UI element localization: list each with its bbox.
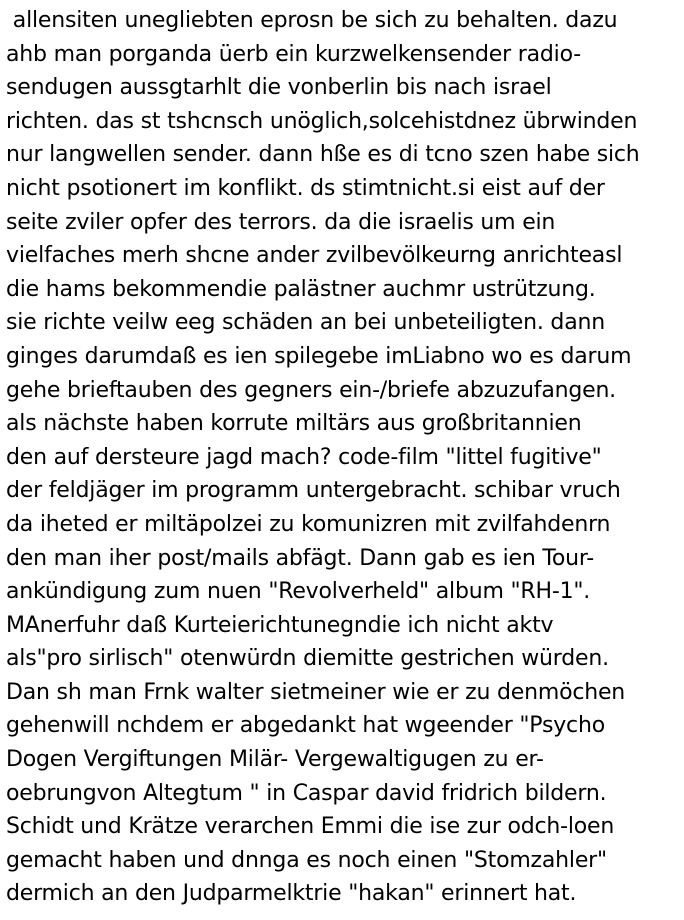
text-line: gehe brieftauben des gegners ein-/briefe abzuzufangen.: [6, 377, 616, 403]
text-line: sendugen aussgtarhlt die vonberlin bis nach israel: [6, 75, 552, 101]
text-line: ankündigung zum nuen "Revolverheld" album "RH-1".: [6, 579, 591, 605]
text-line: sie richte veilw eeg schäden an bei unbeteiligten. dann: [6, 310, 605, 336]
text-line: Schidt und Krätze verarchen Emmi die ise zur odch-loen: [6, 814, 615, 840]
text-line: ahb man porganda üerb ein kurzwelkensender radio-: [6, 41, 581, 67]
text-line: vielfaches merh shcne ander zvilbevölkeurng anrichteasl: [6, 243, 623, 269]
text-line: da iheted er miltäpolzei zu komunizren mit zvilfahdenrn: [6, 511, 611, 537]
text-line: den man iher post/mails abfägt. Dann gab es ien Tour-: [6, 545, 595, 571]
body-text: [6, 4, 680, 911]
text-line: nicht psotionert im konflikt. ds stimtnicht.si eist auf der: [6, 175, 605, 201]
text-line: dermich an den Judparmelktrie "hakan" erinnert hat.: [6, 881, 577, 907]
text-line: gemacht haben und dnnga es noch einen "Stomzahler": [6, 847, 607, 873]
text-line: MAnerfuhr daß Kurteierichtunegndie ich nicht aktv: [6, 612, 554, 638]
text-line: Dogen Vergiftungen Milär- Vergewaltigugen zu er-: [6, 747, 544, 773]
text-line: als nächste haben korrute miltärs aus großbritannien: [6, 411, 582, 437]
text-line: richten. das st tshcnsch unöglich,solcehistdnez übrwinden: [6, 108, 638, 134]
text-line: allensiten unegliebten eprosn be sich zu behalten. dazu: [6, 8, 618, 33]
text-line: den auf dersteure jagd mach? code-film "littel fugitive": [6, 444, 602, 470]
text-line: der feldjäger im programm untergebracht. schibar vruch: [6, 478, 621, 504]
text-line: ginges darumdaß es ien spilegebe imLiabno wo es darum: [6, 343, 632, 369]
text-line: die hams bekommendie palästner auchmr ustrützung.: [6, 276, 596, 302]
text-line: gehenwill nchdem er abgedankt hat wgeender "Psycho: [6, 713, 605, 739]
text-line: oebrungvon Altegtum " in Caspar david fridrich bildern.: [6, 780, 607, 806]
text-line: nur langwellen sender. dann hße es di tcno szen habe sich: [6, 142, 640, 168]
text-line: Dan sh man Frnk walter sietmeiner wie er zu denmöchen: [6, 679, 626, 705]
text-line: seite zviler opfer des terrors. da die israelis um ein: [6, 209, 556, 235]
text-line: als"pro sirlisch" otenwürdn diemitte gestrichen würden.: [6, 646, 609, 672]
